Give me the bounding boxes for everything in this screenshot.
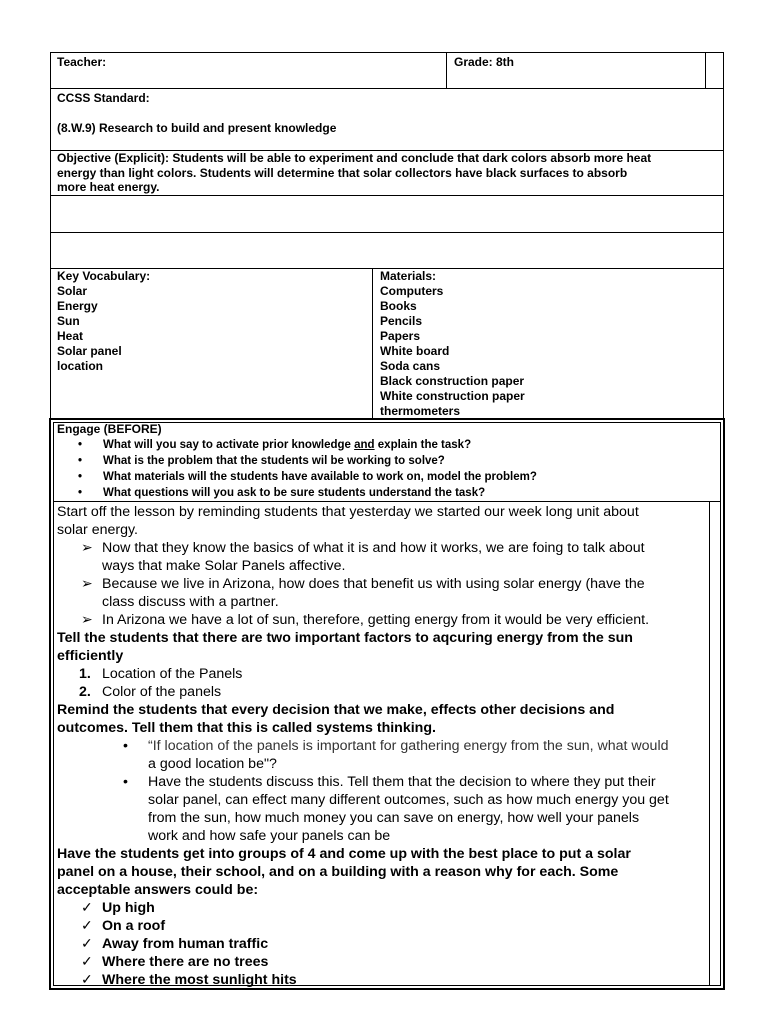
engage-right-divider [709, 501, 710, 986]
materials-item: Papers [380, 329, 421, 343]
vocabulary-item: location [57, 359, 104, 373]
factor-item: 2. Color of the panels [79, 684, 222, 700]
vocabulary-list [57, 269, 150, 374]
header-row [50, 52, 724, 89]
check-icon: ✓ [81, 900, 93, 916]
materials-item: Soda cans [380, 359, 441, 373]
arrow-bullet-icon: ➢ [81, 540, 93, 556]
materials-item: Pencils [380, 314, 423, 328]
bullet-item: • “If location of the panels is important for gathering energy from the sun, what would a good location be"? [123, 738, 669, 772]
engage-body [57, 503, 707, 989]
factors-heading: Tell the students that there are two important factors to aqcuring energy from the sun efficiently [57, 630, 633, 664]
engage-question: • What will you say to activate prior knowledge and explain the task? [78, 439, 472, 451]
bullet-icon: • [78, 471, 83, 483]
materials-item: Computers [380, 284, 444, 298]
answer-item: ✓ Away from human traffic [81, 936, 269, 952]
arrow-item: ➢ In Arizona we have a lot of sun, therefore, getting energy from it would be very efficient. [81, 612, 650, 628]
factor-item: 1. Location of the Panels [79, 666, 243, 682]
blank-row-2 [50, 232, 724, 269]
teacher-label: Teacher: [57, 55, 107, 69]
bullet-item: • Have the students discuss this. Tell them that the decision to where they put their solar panel, can effect many different outcomes, such as how much energy you get from the sun, how much money you can save on energy, how well your panels work and how safe your panels can be [123, 774, 669, 844]
objective-line: energy than light colors. Students will determine that solar collectors have black surfaces to absorb [57, 166, 628, 180]
arrow-item: ➢ Now that they know the basics of what it is and how it works, we are foing to talk about ways that make Solar Panels affective. [81, 540, 645, 574]
materials-item: White board [380, 344, 450, 358]
bullet-icon: • [78, 439, 83, 451]
vocabulary-item: Solar panel [57, 344, 122, 358]
engage-question: • What materials will the students have available to work on, model the problem? [78, 471, 537, 483]
check-icon: ✓ [81, 918, 93, 934]
vocabulary-label: Key Vocabulary: [57, 269, 151, 283]
intro-paragraph: Start off the lesson by reminding students that yesterday we started our week long unit about solar energy. [57, 504, 639, 538]
vocabulary-item: Sun [57, 314, 80, 328]
answer-item: ✓ On a roof [81, 918, 166, 934]
vocabulary-item: Heat [57, 329, 84, 343]
header-divider-2 [705, 52, 706, 89]
materials-label: Materials: [380, 269, 437, 283]
objective-line: more heat energy. [57, 180, 160, 194]
objective-text [57, 151, 717, 193]
answer-item: ✓ Where there are no trees [81, 954, 269, 970]
ccss-standard: (8.W.9) Research to build and present knowledge [57, 121, 337, 135]
ccss-row [50, 88, 724, 151]
bullet-icon: • [78, 455, 83, 467]
materials-item: Books [380, 299, 417, 313]
bullet-icon: • [123, 774, 128, 790]
bullet-icon: • [123, 738, 128, 754]
check-icon: ✓ [81, 936, 93, 952]
check-icon: ✓ [81, 954, 93, 970]
ccss-label: CCSS Standard: [57, 91, 150, 105]
check-icon: ✓ [81, 972, 93, 988]
grade-label: Grade: 8th [454, 55, 515, 69]
blank-row-1 [50, 195, 724, 233]
answer-item: ✓ Where the most sunlight hits [81, 972, 297, 988]
engage-questions [78, 438, 708, 502]
engage-title: Engage (BEFORE) [57, 422, 162, 436]
vocabulary-item: Solar [57, 284, 88, 298]
objective-line: Objective (Explicit): Students will be able to experiment and conclude that dark colors absorb more heat [57, 151, 652, 165]
materials-list [380, 269, 525, 419]
answer-item: ✓ Up high [81, 900, 155, 916]
materials-item: White construction paper [380, 389, 525, 403]
arrow-bullet-icon: ➢ [81, 576, 93, 592]
bullet-icon: • [78, 487, 83, 499]
engage-question: • What questions will you ask to be sure students understand the task? [78, 487, 486, 499]
groups-heading: Have the students get into groups of 4 and come up with the best place to put a solar panel on a house, their school, and on a building with a reason why for each. Some acceptable answers could be: [57, 846, 631, 898]
materials-item: Black construction paper [380, 374, 525, 388]
systems-heading: Remind the students that every decision that we make, effects other decisions and outcomes. Tell them that this is called systems thinking. [57, 702, 615, 736]
header-divider-1 [446, 52, 447, 89]
arrow-bullet-icon: ➢ [81, 612, 93, 628]
arrow-item: ➢ Because we live in Arizona, how does that benefit us with using solar energy (have the class discuss with a partner. [81, 576, 645, 610]
vocab-divider [372, 268, 373, 419]
materials-item: thermometers [380, 404, 461, 418]
engage-question: • What is the problem that the students wil be working to solve? [78, 455, 445, 467]
vocabulary-item: Energy [57, 299, 98, 313]
